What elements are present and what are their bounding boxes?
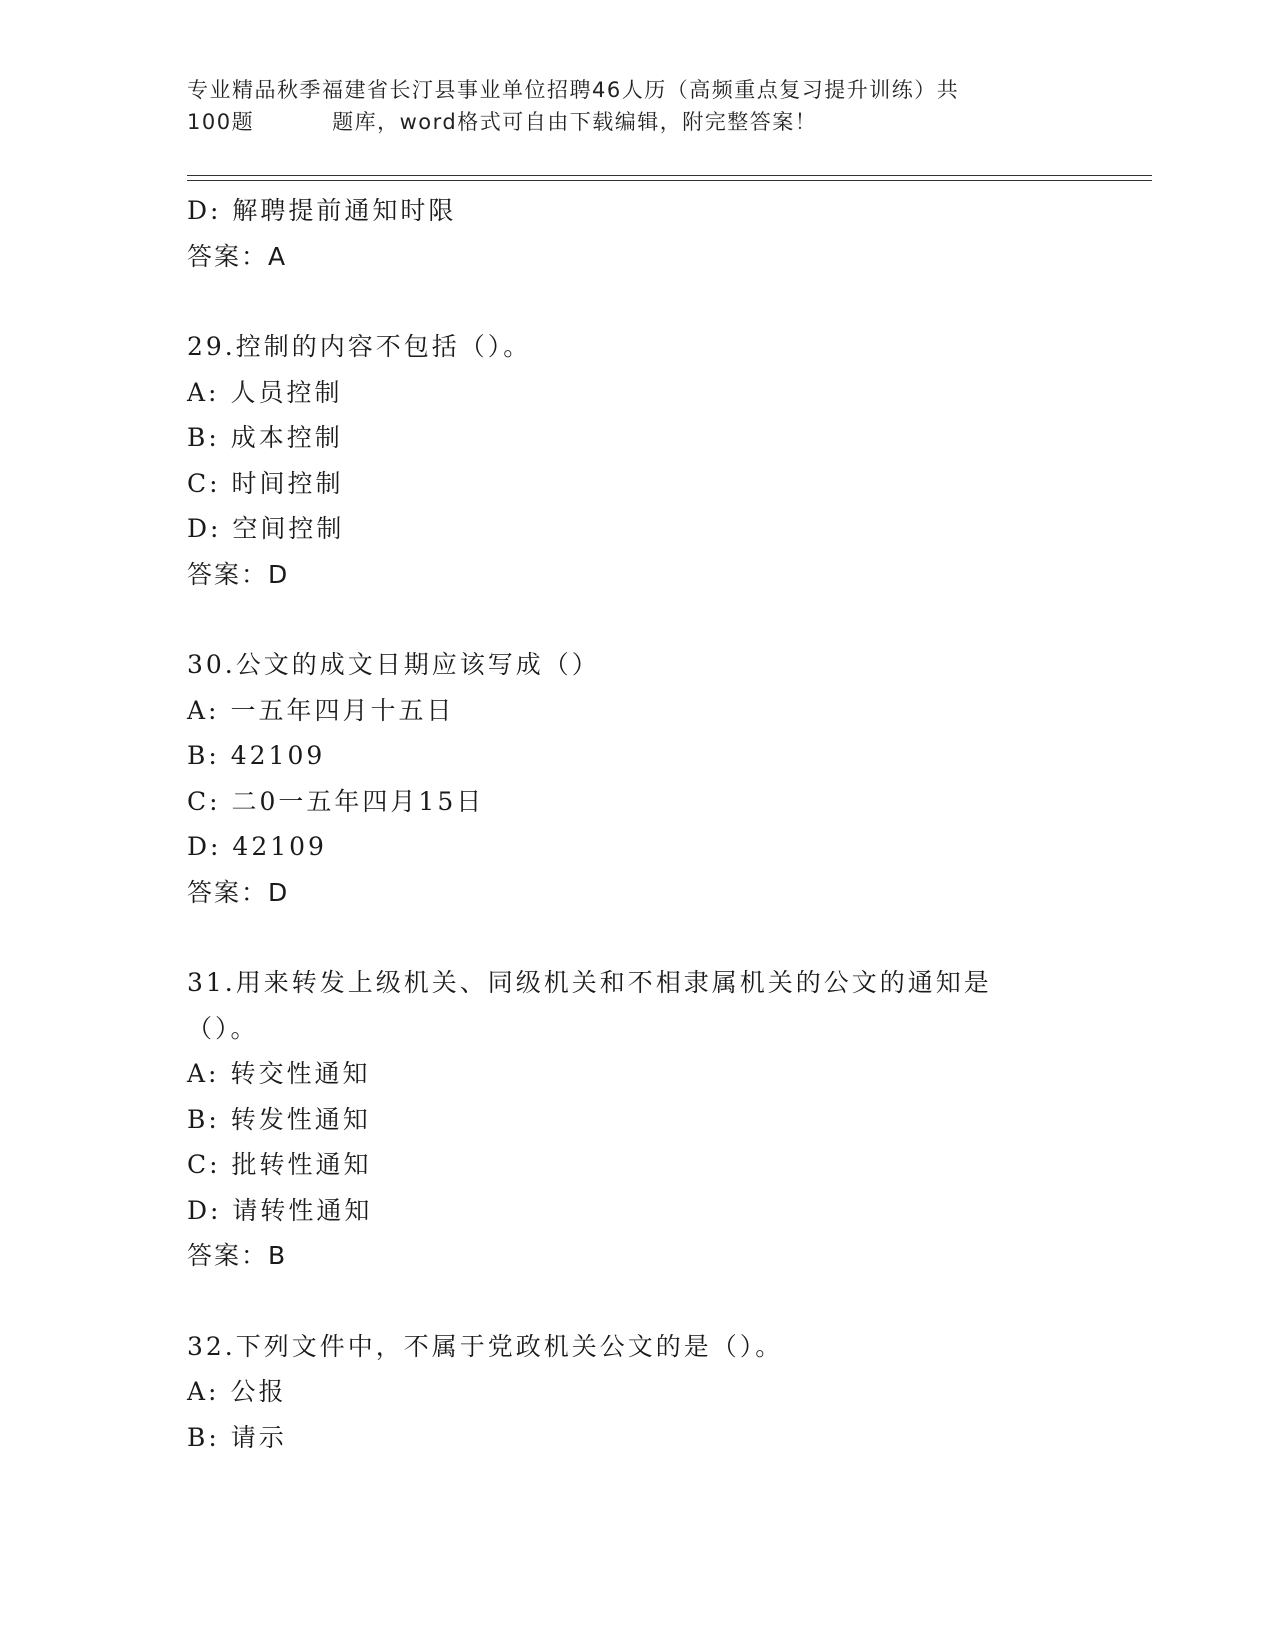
header-title-line2: [187, 106, 1067, 138]
option-text: 批转性通知: [231, 1150, 372, 1179]
option-text: 一五年四月十五日: [230, 695, 455, 725]
option-label: B:: [187, 1422, 220, 1452]
option-line: [187, 188, 1067, 234]
option-line: [187, 461, 1067, 507]
option-label: A:: [187, 1377, 220, 1406]
header-title-line2-start: 100题: [187, 110, 255, 134]
option-line: [187, 688, 1067, 734]
option-text: 解聘提前通知时限: [232, 196, 457, 225]
option-text: 请转性通知: [232, 1195, 373, 1225]
question-title: 29.控制的内容不包括（）。: [187, 332, 532, 361]
question-block-30: [187, 642, 1067, 915]
option-text: 成本控制: [230, 423, 343, 452]
header-divider-bottom: [187, 180, 1152, 181]
option-line: [187, 1051, 1067, 1097]
option-label: A:: [187, 695, 220, 725]
question-block-29: [187, 324, 1067, 597]
question-title: 30.公文的成文日期应该写成（）: [187, 650, 600, 679]
header-title-line1: 专业精品秋季福建省长汀县事业单位招聘46人历（高频重点复习提升训练）共: [187, 78, 960, 102]
option-label: A:: [187, 1059, 220, 1088]
option-label: A:: [187, 377, 220, 407]
question-block-32: [187, 1324, 1067, 1461]
answer-line: 答案：D: [187, 559, 290, 589]
option-line: [187, 1369, 1067, 1415]
option-text: 转交性通知: [230, 1059, 371, 1088]
option-line: [187, 779, 1067, 825]
answer-line: 答案：D: [187, 877, 290, 907]
option-line: [187, 733, 1067, 779]
question-list: [187, 188, 1067, 1460]
question-title: 31.用来转发上级机关、同级机关和不相隶属机关的公文的通知是（）。: [187, 968, 992, 1043]
option-text: 42109: [230, 741, 326, 770]
option-text: 42109: [232, 832, 327, 861]
option-text: 请示: [230, 1422, 287, 1452]
option-text: 二0一五年四月15日: [231, 786, 485, 816]
option-line: [187, 1188, 1067, 1234]
option-label: B:: [187, 1104, 220, 1134]
header-title-line2-end: 题库，word格式可自由下载编辑，附完整答案！: [332, 110, 818, 134]
option-text: 空间控制: [232, 514, 345, 543]
question-block-previous: [187, 188, 1067, 279]
option-text: 公报: [230, 1377, 287, 1406]
answer-line: 答案：A: [187, 241, 288, 271]
header-divider-top: [187, 175, 1152, 176]
option-line: [187, 1142, 1067, 1188]
option-line: [187, 370, 1067, 416]
answer-line: 答案：B: [187, 1241, 288, 1270]
option-label: B:: [187, 423, 220, 452]
question-block-31: [187, 960, 1067, 1279]
option-label: C:: [187, 468, 221, 498]
option-text: 时间控制: [231, 468, 344, 498]
option-line: [187, 415, 1067, 461]
document-header: [187, 74, 1067, 138]
option-line: [187, 824, 1067, 870]
option-label: C:: [187, 1150, 221, 1179]
option-line: [187, 1097, 1067, 1143]
option-text: 人员控制: [230, 377, 343, 407]
option-label: D:: [187, 832, 222, 861]
option-label: D:: [187, 514, 222, 543]
option-label: D:: [187, 1195, 222, 1225]
option-text: 转发性通知: [230, 1104, 371, 1134]
option-label: C:: [187, 786, 221, 816]
option-line: [187, 506, 1067, 552]
option-label: D:: [187, 196, 222, 225]
option-line: [187, 1415, 1067, 1461]
question-title: 32.下列文件中，不属于党政机关公文的是（）。: [187, 1331, 784, 1361]
option-label: B:: [187, 741, 220, 770]
